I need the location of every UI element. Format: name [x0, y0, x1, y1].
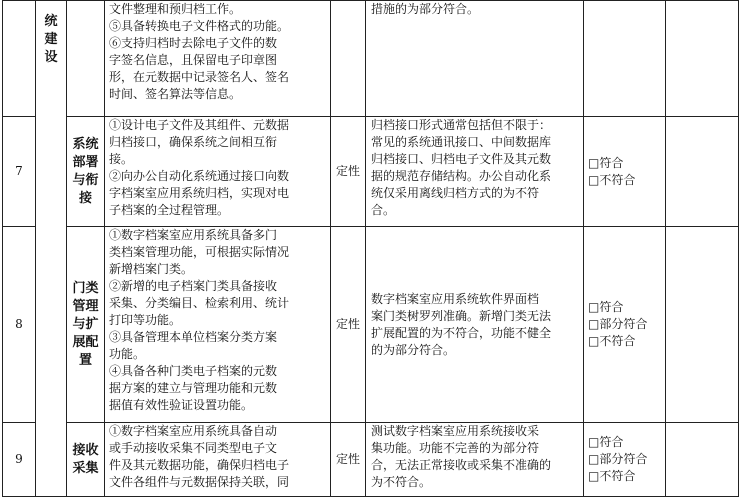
- category-char: 建: [44, 32, 58, 47]
- result-cell: [584, 117, 666, 227]
- subcategory-line: 门类: [72, 280, 99, 296]
- remark-cell: [666, 423, 739, 497]
- result-checkbox[interactable]: □符合: [588, 300, 624, 314]
- requirement-line: 据方案的建立与管理功能和元数: [109, 381, 278, 395]
- criteria-line: 常见的系统通讯接口、中间数据库: [371, 135, 552, 149]
- requirement-line: ①数字档案室应用系统具备多门: [109, 228, 278, 242]
- subcategory-line: 与衔: [72, 172, 99, 188]
- requirement-line: 文件整理和预归档工作。: [109, 2, 242, 16]
- criteria-line: 测试数字档案室应用系统接收采: [371, 424, 540, 438]
- criteria-cell: [366, 1, 584, 117]
- requirement-line: ②新增的电子档案门类具备接收: [109, 279, 278, 293]
- subcategory-line: 展配: [72, 334, 99, 350]
- requirement-line: 据值有效性验证设置功能。: [109, 398, 254, 412]
- remark-cell: [666, 117, 739, 227]
- result-checkbox[interactable]: □不符合: [588, 469, 636, 483]
- criteria-line: 集功能。功能不完善的为部分符: [371, 441, 540, 455]
- result-cell: [584, 423, 666, 497]
- subcategory-line: 采集: [72, 460, 99, 476]
- criteria-line: 据的规范存储结构。办公自动化系: [371, 169, 552, 183]
- subcategory-line: 部署: [72, 154, 99, 170]
- requirement-cell: [105, 117, 331, 227]
- criteria-line: 合，无法正常接收或采集不准确的: [371, 458, 552, 472]
- type-cell: 定性: [331, 117, 366, 227]
- criteria-line: 数字档案室应用系统软件界面档: [371, 291, 540, 306]
- subcategory-line: 置: [78, 352, 92, 368]
- requirement-line: 类档案管理功能，可根据实际情况: [109, 245, 290, 259]
- subcategory-line: 与扩: [72, 316, 99, 332]
- requirement-line: 接。: [109, 152, 134, 166]
- type-cell: [331, 1, 366, 117]
- criteria-line: 的为部分符合。: [371, 342, 456, 357]
- requirement-line: 文件各组件与元数据保持关联，同: [109, 475, 290, 489]
- category-cell: [36, 1, 67, 497]
- subcategory-cell: [67, 117, 105, 227]
- requirement-cell: [105, 1, 331, 117]
- requirement-line: ⑥支持归档时去除电子文件的数: [109, 36, 278, 50]
- result-checkbox[interactable]: □部分符合: [588, 317, 648, 331]
- requirement-line: ②向办公自动化系统通过接口向数: [109, 169, 290, 183]
- result-checkbox[interactable]: □不符合: [588, 334, 636, 348]
- requirement-line: 字签名信息，且保留电子印章图: [109, 53, 278, 67]
- row-number-cell: 9: [3, 423, 36, 497]
- requirement-line: 打印等功能。: [109, 313, 182, 327]
- criteria-cell: [366, 117, 584, 227]
- criteria-line: 归档接口形式通常包括但不限于：: [371, 118, 552, 132]
- table-row: [3, 1, 739, 117]
- criteria-line: 案门类树罗列准确。新增门类无法: [371, 308, 552, 323]
- subcategory-cell: [67, 227, 105, 423]
- type-cell: 定性: [331, 423, 366, 497]
- subcategory-line: 管理: [72, 298, 99, 314]
- criteria-cell: [366, 227, 584, 423]
- criteria-line: 措施的为部分符合。: [371, 2, 480, 16]
- criteria-line: 归档接口、归档电子文件及其元数: [371, 152, 552, 166]
- result-checkbox[interactable]: □符合: [588, 435, 624, 449]
- remark-cell: [666, 1, 739, 117]
- requirement-line: ③具备管理本单位档案分类方案: [109, 330, 278, 344]
- subcategory-line: 接: [78, 190, 92, 206]
- requirement-line: 新增档案门类。: [109, 262, 194, 276]
- criteria-cell: [366, 423, 584, 497]
- result-checkbox[interactable]: □部分符合: [588, 452, 648, 466]
- subcategory-cell: [67, 1, 105, 117]
- subcategory-line: 系统: [72, 136, 99, 152]
- row-number-cell: 7: [3, 117, 36, 227]
- requirement-line: ①数字档案室应用系统具备自动: [109, 424, 278, 438]
- result-checkbox[interactable]: □符合: [588, 155, 624, 170]
- requirement-line: 或手动接收采集不同类型电子文: [109, 441, 278, 455]
- category-char: 统: [44, 14, 58, 29]
- type-cell: 定性: [331, 227, 366, 423]
- requirement-line: 子档案的全过程管理。: [109, 203, 230, 217]
- table-row: [3, 117, 739, 227]
- requirement-line: 件及其元数据功能，确保归档电子: [109, 458, 290, 472]
- result-checkbox[interactable]: □不符合: [588, 172, 636, 187]
- evaluation-table: [2, 0, 739, 497]
- category-char: 设: [44, 50, 58, 65]
- requirement-line: 字档案室应用系统归档，实现对电: [109, 186, 290, 200]
- row-number-cell: 8: [3, 227, 36, 423]
- result-cell: [584, 1, 666, 117]
- table-row: [3, 423, 739, 497]
- requirement-line: 采集、分类编目、检索利用、统计: [109, 296, 290, 310]
- requirement-line: 时间、签名算法等信息。: [109, 87, 242, 101]
- row-number-cell: [3, 1, 36, 117]
- result-cell: [584, 227, 666, 423]
- table-row: [3, 227, 739, 423]
- requirement-line: 归档接口，确保系统之间相互衔: [109, 135, 278, 149]
- requirement-line: 形，在元数据中记录签名人、签名: [109, 70, 290, 84]
- criteria-line: 统仅采用离线归档方式的为不符: [371, 186, 540, 200]
- requirement-line: ④具备各种门类电子档案的元数: [109, 364, 278, 378]
- remark-cell: [666, 227, 739, 423]
- subcategory-line: 接收: [72, 442, 99, 458]
- requirement-line: ⑤具备转换电子文件格式的功能。: [109, 19, 290, 33]
- requirement-cell: [105, 423, 331, 497]
- criteria-line: 合。: [371, 203, 396, 217]
- requirement-cell: [105, 227, 331, 423]
- subcategory-cell: [67, 423, 105, 497]
- requirement-line: ①设计电子文件及其组件、元数据: [109, 118, 290, 132]
- requirement-line: 功能。: [109, 347, 146, 361]
- criteria-line: 为不符合。: [371, 475, 432, 489]
- criteria-line: 扩展配置的为不符合，功能不健全: [371, 325, 552, 340]
